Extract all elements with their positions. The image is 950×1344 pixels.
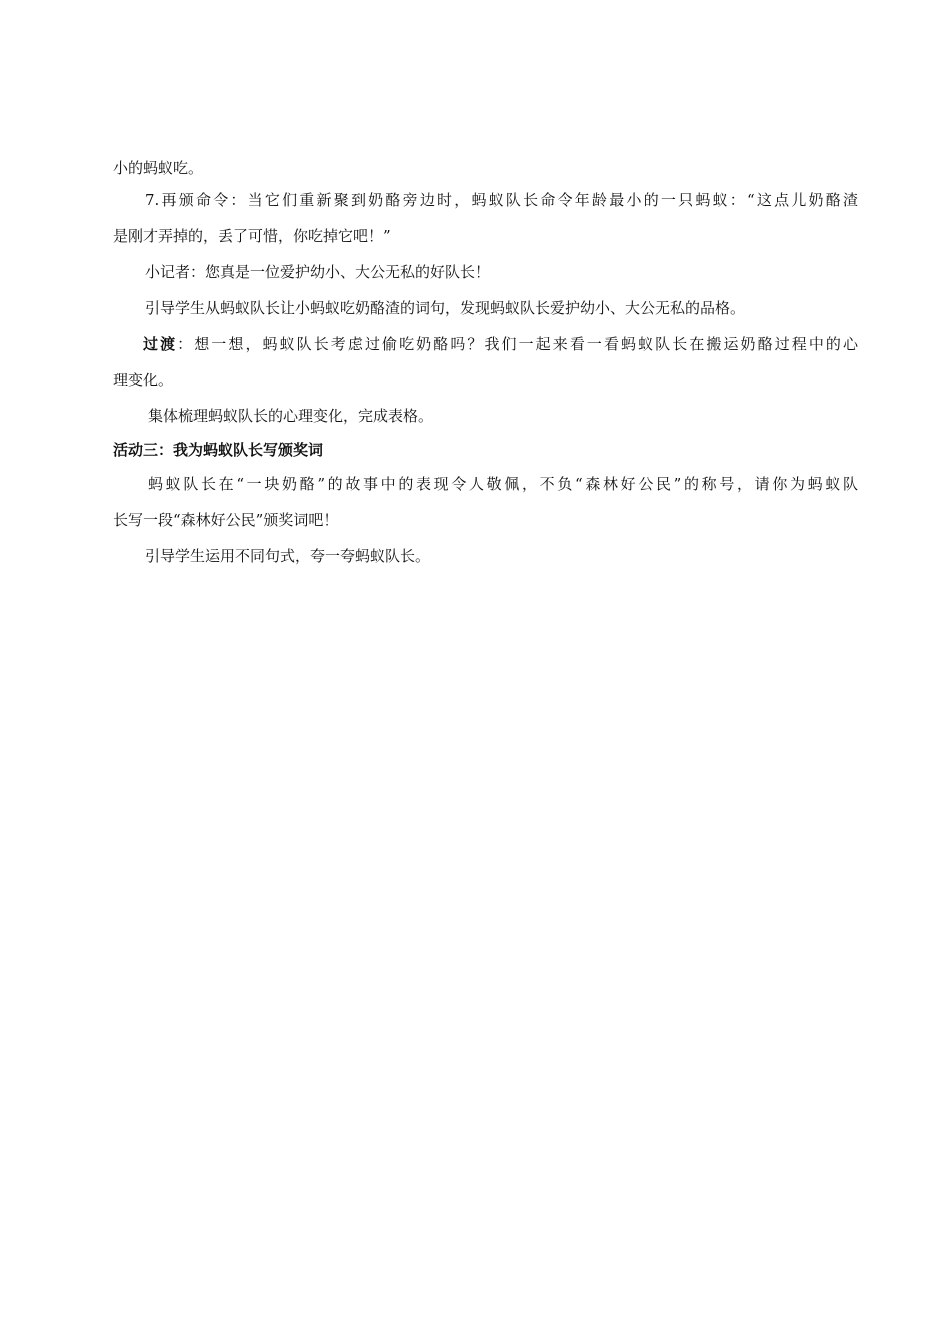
paragraph-line: 长写一段“森林好公民”颁奖词吧！ [113, 511, 339, 529]
transition-text: ：想一想，蚂蚁队长考虑过偷吃奶酪吗？我们一起来看一看蚂蚁队长在搬运奶酪过程中的心 [177, 335, 858, 353]
paragraph-line: 7.再颁命令：当它们重新聚到奶酪旁边时，蚂蚁队长命令年龄最小的一只蚂蚁：“这点儿奶酪渣 [145, 191, 858, 209]
section-heading: 活动三：我为蚂蚁队长写颁奖词 [113, 441, 324, 459]
paragraph-line: 理变化。 [113, 371, 174, 389]
reporter-remark: 小记者：您真是一位爱护幼小、大公无私的好队长！ [145, 263, 491, 281]
transition-label: 过渡 [143, 335, 178, 353]
paragraph-line [113, 326, 858, 362]
class-activity-note: 集体梳理蚂蚁队长的心理变化，完成表格。 [148, 407, 434, 425]
closing-guidance: 引导学生运用不同句式，夸一夸蚂蚁队长。 [145, 547, 431, 565]
paragraph-line: 是刚才弄掉的，丢了可惜，你吃掉它吧！” [113, 227, 391, 245]
paragraph-award-intro [113, 466, 858, 538]
guidance-note: 引导学生从蚂蚁队长让小蚂蚁吃奶酪渣的词句，发现蚂蚁队长爱护幼小、大公无私的品格。 [145, 299, 746, 317]
paragraph-command-7 [113, 182, 858, 254]
paragraph-line: 蚂蚁队长在“一块奶酪”的故事中的表现令人敬佩，不负“森林好公民”的称号，请你为蚂蚁队 [148, 475, 858, 493]
text-line-continuation: 小的蚂蚁吃。 [113, 159, 204, 177]
paragraph-transition [113, 326, 858, 398]
